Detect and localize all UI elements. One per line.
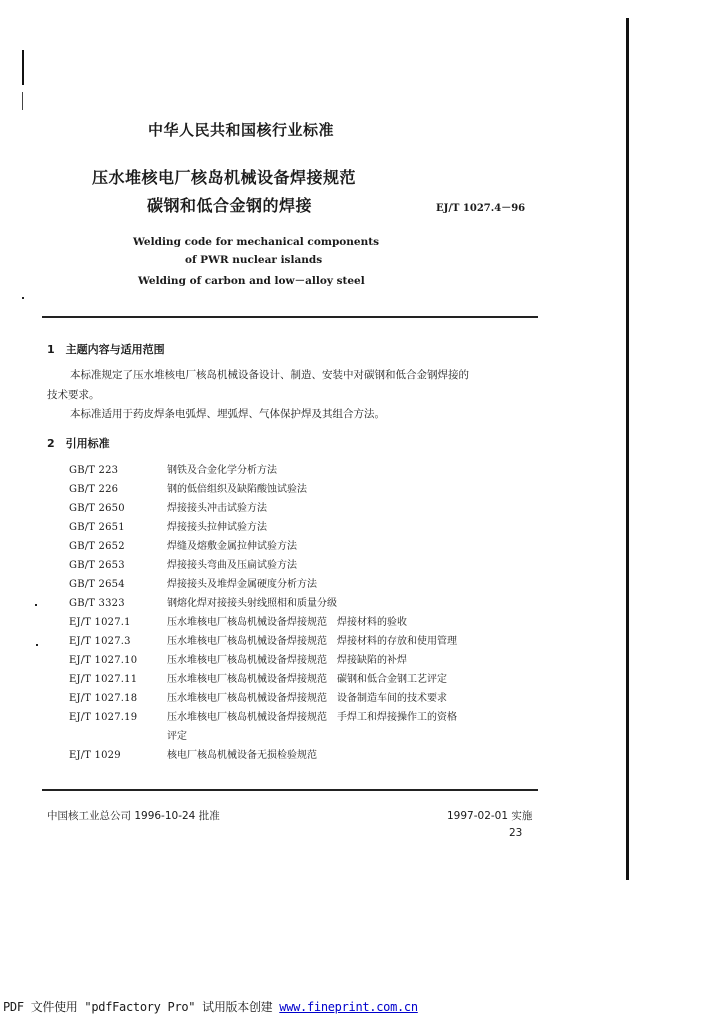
reference-item — [69, 727, 187, 742]
reference-title: 压水堆核电厂核岛机械设备焊接规范 焊接缺陷的补焊 — [167, 655, 407, 666]
effective-date: 1997-02-01 实施 — [447, 810, 533, 822]
reference-title: 钢的低倍组织及缺陷酸蚀试验法 — [167, 484, 307, 495]
reference-title: 焊接接头冲击试验方法 — [167, 503, 267, 514]
reference-item — [69, 461, 277, 476]
approval-text: 中国核工业总公司 1996-10-24 批准 — [47, 810, 220, 822]
reference-item — [69, 689, 447, 704]
reference-title: 焊缝及熔敷金属拉伸试验方法 — [167, 541, 297, 552]
reference-code: GB/T 3323 — [69, 598, 125, 609]
scan-dot — [36, 644, 38, 646]
reference-code: GB/T 2652 — [69, 541, 125, 552]
reference-title: 核电厂核岛机械设备无损检验规范 — [167, 750, 317, 761]
reference-item — [69, 594, 337, 609]
section1-paragraph1-line2: 技术要求。 — [47, 389, 100, 401]
footer-divider — [42, 789, 538, 791]
reference-item — [69, 537, 297, 552]
reference-item — [69, 575, 317, 590]
reference-code: EJ/T 1027.11 — [69, 674, 138, 685]
reference-title: 压水堆核电厂核岛机械设备焊接规范 焊接材料的验收 — [167, 617, 407, 628]
document-title-line2: 碳钢和低合金钢的焊接 — [147, 196, 313, 215]
pdf-watermark — [3, 998, 418, 1015]
reference-item — [69, 632, 457, 647]
reference-code: EJ/T 1029 — [69, 750, 121, 761]
reference-item — [69, 613, 407, 628]
reference-code: EJ/T 1027.19 — [69, 712, 138, 723]
reference-item — [69, 670, 447, 685]
reference-code: GB/T 2651 — [69, 522, 125, 533]
scan-mark-left — [22, 50, 24, 85]
reference-title: 钢铁及合金化学分析方法 — [167, 465, 277, 476]
document-title-line1: 压水堆核电厂核岛机械设备焊接规范 — [92, 168, 357, 187]
standard-number: EJ/T 1027.4－96 — [436, 203, 526, 214]
header-divider — [42, 316, 538, 318]
reference-code: GB/T 2653 — [69, 560, 125, 571]
reference-item — [69, 708, 457, 723]
reference-code: EJ/T 1027.18 — [69, 693, 138, 704]
reference-code: GB/T 2650 — [69, 503, 125, 514]
english-title-line3: Welding of carbon and low－alloy steel — [138, 275, 365, 287]
reference-code: GB/T 2654 — [69, 579, 125, 590]
english-title-line2: of PWR nuclear islands — [185, 254, 323, 266]
page-number: 23 — [509, 827, 523, 839]
reference-item — [69, 499, 267, 514]
reference-code: GB/T 226 — [69, 484, 119, 495]
scan-mark-left-small — [22, 92, 23, 110]
scan-dot — [35, 604, 37, 606]
reference-code: EJ/T 1027.3 — [69, 636, 131, 647]
reference-item — [69, 518, 267, 533]
section1-heading: 1 主题内容与适用范围 — [47, 343, 165, 356]
reference-title: 焊接接头拉伸试验方法 — [167, 522, 267, 533]
reference-title: 压水堆核电厂核岛机械设备焊接规范 焊接材料的存放和使用管理 — [167, 636, 457, 647]
reference-item — [69, 556, 297, 571]
reference-title: 压水堆核电厂核岛机械设备焊接规范 碳钢和低合金钢工艺评定 — [167, 674, 447, 685]
watermark-text: PDF 文件使用 "pdfFactory Pro" 试用版本创建 — [3, 1000, 280, 1014]
reference-title: 压水堆核电厂核岛机械设备焊接规范 手焊工和焊接操作工的资格 — [167, 712, 457, 723]
reference-code: EJ/T 1027.10 — [69, 655, 138, 666]
reference-item — [69, 746, 317, 761]
reference-title: 焊接接头弯曲及压扁试验方法 — [167, 560, 297, 571]
reference-title: 钢熔化焊对接接头射线照相和质量分级 — [167, 598, 337, 609]
scan-dot — [22, 297, 24, 299]
watermark-link[interactable]: www.fineprint.com.cn — [279, 1000, 418, 1014]
reference-title: 焊接接头及堆焊金属硬度分析方法 — [167, 579, 317, 590]
section2-heading: 2 引用标准 — [47, 437, 110, 450]
reference-item — [69, 480, 307, 495]
reference-code: GB/T 223 — [69, 465, 119, 476]
reference-title: 评定 — [167, 731, 187, 742]
section1-paragraph1-line1: 本标准规定了压水堆核电厂核岛机械设备设计、制造、安装中对碳钢和低合金钢焊接的 — [70, 369, 469, 381]
section1-paragraph2: 本标准适用于药皮焊条电弧焊、埋弧焊、气体保护焊及其组合方法。 — [70, 408, 385, 420]
reference-code: EJ/T 1027.1 — [69, 617, 131, 628]
agency-title: 中华人民共和国核行业标准 — [148, 121, 335, 139]
english-title-line1: Welding code for mechanical components — [133, 236, 379, 248]
reference-item — [69, 651, 407, 666]
scan-border-right — [626, 18, 629, 880]
reference-title: 压水堆核电厂核岛机械设备焊接规范 设备制造车间的技术要求 — [167, 693, 447, 704]
